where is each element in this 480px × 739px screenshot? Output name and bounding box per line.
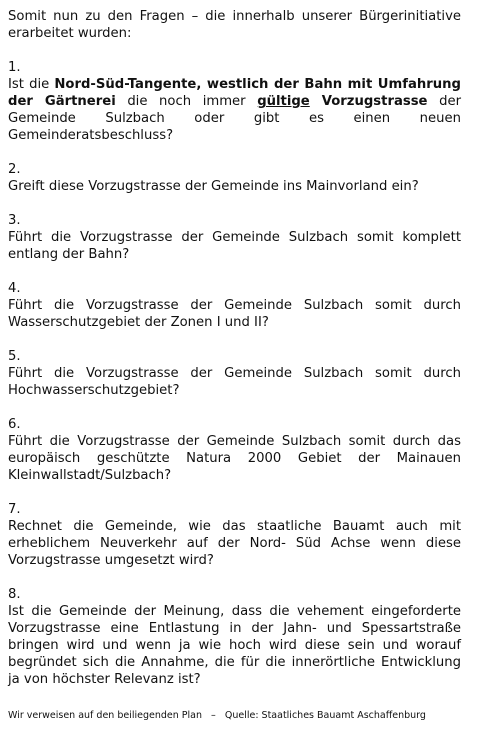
question-7 [8,501,461,569]
question-text: Führt die Vorzugstrasse der Gemeinde Sulzbach somit durch Wasserschutzgebiet der Zonen I und II? [8,298,461,330]
question-number: 2. [8,162,21,177]
question-text: Führt die Vorzugstrasse der Gemeinde Sulzbach somit durch das europäisch geschützte Natura 2000 Gebiet der Mainauen Kleinwallstadt/Sulzbach? [8,434,461,483]
question-number: 3. [8,213,21,228]
text-run: die noch immer [115,94,258,109]
bold-run: Nord-Süd-Tangente, westlich der Bahn mit Umfahrung der Gärtnerei [8,77,461,109]
intro-paragraph: Somit nun zu den Fragen – die innerhalb unserer Bürgerinitiative erarbeitet wurden: [8,9,461,41]
question-2 [8,161,461,195]
question-1 [8,59,461,144]
question-text: Greift diese Vorzugstrasse der Gemeinde ins Mainvorland ein? [8,179,419,194]
question-3 [8,212,461,263]
question-text: Ist die Gemeinde der Meinung, dass die vehement eingeforderte Vorzugstrasse eine Entlastung in der Jahn- und Spessartstraße bringen wird und wenn ja wie hoch wird diese sein und worauf begründet sich die Annahme, die für die innerörtliche Entwicklung ja von höchster Relevanz ist? [8,604,461,687]
question-number: 5. [8,349,21,364]
question-text [8,76,461,144]
footer-note: Wir verweisen auf den beiliegenden Plan – Quelle: Staatliches Bauamt Aschaffenburg [8,710,426,721]
question-5 [8,348,461,399]
question-text: Führt die Vorzugstrasse der Gemeinde Sulzbach somit durch Hochwasserschutzgebiet? [8,366,461,398]
underlined-bold-run: gültige [257,94,310,109]
question-8 [8,586,461,688]
text-run: Ist die [8,77,55,92]
question-text: Führt die Vorzugstrasse der Gemeinde Sulzbach somit komplett entlang der Bahn? [8,230,461,262]
question-number: 1. [8,60,21,75]
text-run: der Gemeinde Sulzbach oder gibt es einen neuen Gemeinderatsbeschluss? [8,94,462,143]
question-text: Rechnet die Gemeinde, wie das staatliche Bauamt auch mit erheblichem Neuverkehr auf der Nord- Süd Achse wenn diese Vorzugstrasse umgesetzt wird? [8,519,461,568]
question-4 [8,280,461,331]
bold-run: Vorzugstrasse [309,94,428,109]
question-6 [8,416,461,484]
question-number: 8. [8,587,21,602]
question-number: 6. [8,417,21,432]
question-number: 7. [8,502,21,517]
question-number: 4. [8,281,21,296]
